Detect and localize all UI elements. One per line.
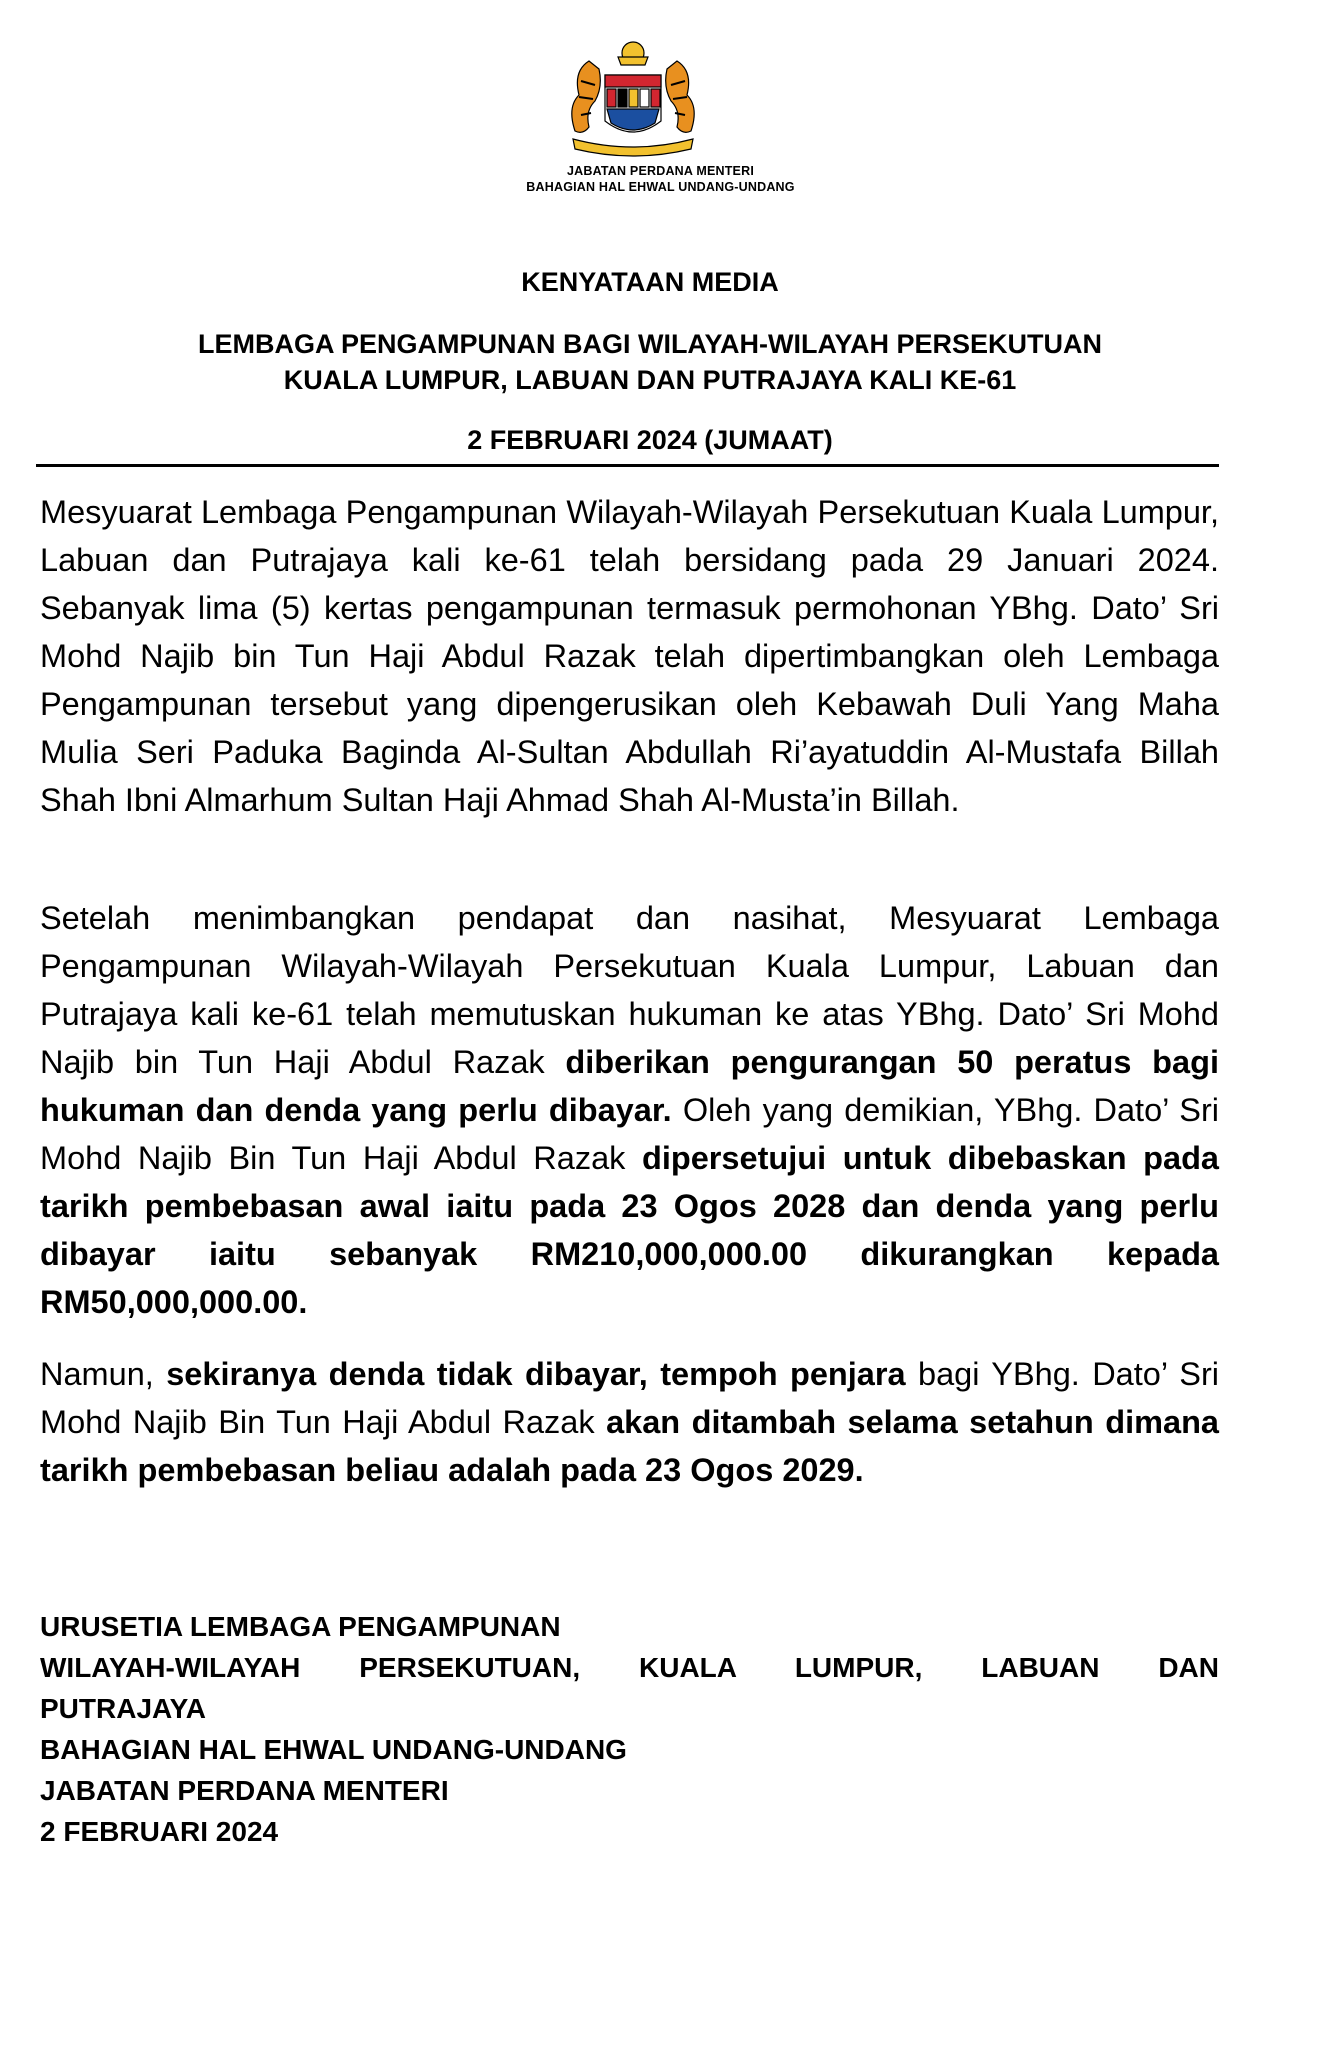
malaysia-coat-of-arms-icon [545,35,721,165]
board-title-line-1: LEMBAGA PENGAMPUNAN BAGI WILAYAH-WILAYAH PERSEKUTUAN [197,329,1103,359]
signature-line-3: PUTRAJAYA [40,1693,206,1724]
paragraph-3 [40,1350,1219,1494]
letterhead-department [400,163,921,195]
signature-date: 2 FEBRUARI 2024 [40,1816,279,1847]
letterhead-line-2: BAHAGIAN HAL EHWAL UNDANG-UNDANG [526,180,795,194]
signature-line-5: JABATAN PERDANA MENTERI [40,1775,449,1806]
signature-line-4: BAHAGIAN HAL EHWAL UNDANG-UNDANG [40,1734,627,1765]
bold-text-segment: diberikan pengurangan 50 peratus bagi hukuman dan denda yang perlu dibayar. [40,1044,1219,1128]
paragraph-1 [40,488,1219,824]
board-title-line-2: KUALA LUMPUR, LABUAN DAN PUTRAJAYA KALI KE-61 [283,365,1017,395]
header-divider [36,464,1219,467]
text-segment: Namun, [40,1356,167,1392]
bold-text-segment: akan ditambah selama setahun dimana tarikh pembebasan beliau adalah pada 23 Ogos 2029. [40,1404,1219,1488]
paragraph-2 [40,894,1219,1326]
bold-text-segment: sekiranya denda tidak dibayar, tempoh penjara [166,1356,906,1392]
letterhead-line-1: JABATAN PERDANA MENTERI [566,164,754,178]
signature-line-2: WILAYAH-WILAYAH PERSEKUTUAN, KUALA LUMPUR, LABUAN DAN [40,1652,1219,1683]
document-title: KENYATAAN MEDIA [521,267,779,297]
text-segment: bagi YBhg. Dato’ Sri Mohd Najib Bin Tun Haji Abdul Razak [40,1356,1219,1440]
bold-text-segment: dipersetujui untuk dibebaskan pada tarikh pembebasan awal iaitu pada 23 Ogos 2028 dan denda yang perlu dibayar iaitu sebanyak RM210,000,000.00 dikurangkan kepada RM50,000,000.00. [40,1140,1219,1320]
text-segment: Mesyuarat Lembaga Pengampunan Wilayah-Wilayah Persekutuan Kuala Lumpur, Labuan dan Putrajaya kali ke-61 telah bersidang pada 29 Januari 2024. Sebanyak lima (5) kertas pengampunan termasuk permohonan YBhg. Dato’ Sri Mohd Najib bin Tun Haji Abdul Razak telah dipertimbangkan oleh Lembaga Pengampunan tersebut yang dipengerusikan oleh Kebawah Duli Yang Maha Mulia Seri Paduka Baginda Al-Sultan Abdullah Ri’ayatuddin Al-Mustafa Billah Shah Ibni Almarhum Sultan Haji Ahmad Shah Al-Musta’in Billah. [40,494,1219,818]
text-segment: Oleh yang demikian, YBhg. Dato’ Sri Mohd Najib Bin Tun Haji Abdul Razak [40,1092,1219,1176]
board-title [40,326,1260,398]
signature-block [40,1606,1219,1852]
signature-line-1: URUSETIA LEMBAGA PENGAMPUNAN [40,1611,561,1642]
text-segment: Setelah menimbangkan pendapat dan nasihat, Mesyuarat Lembaga Pengampunan Wilayah-Wilayah Persekutuan Kuala Lumpur, Labuan dan Putrajaya kali ke-61 telah memutuskan hukuman ke atas YBhg. Dato’ Sri Mohd Najib bin Tun Haji Abdul Razak [40,900,1219,1080]
coat-of-arms-icon [545,35,721,165]
document-date: 2 FEBRUARI 2024 (JUMAAT) [467,425,833,455]
